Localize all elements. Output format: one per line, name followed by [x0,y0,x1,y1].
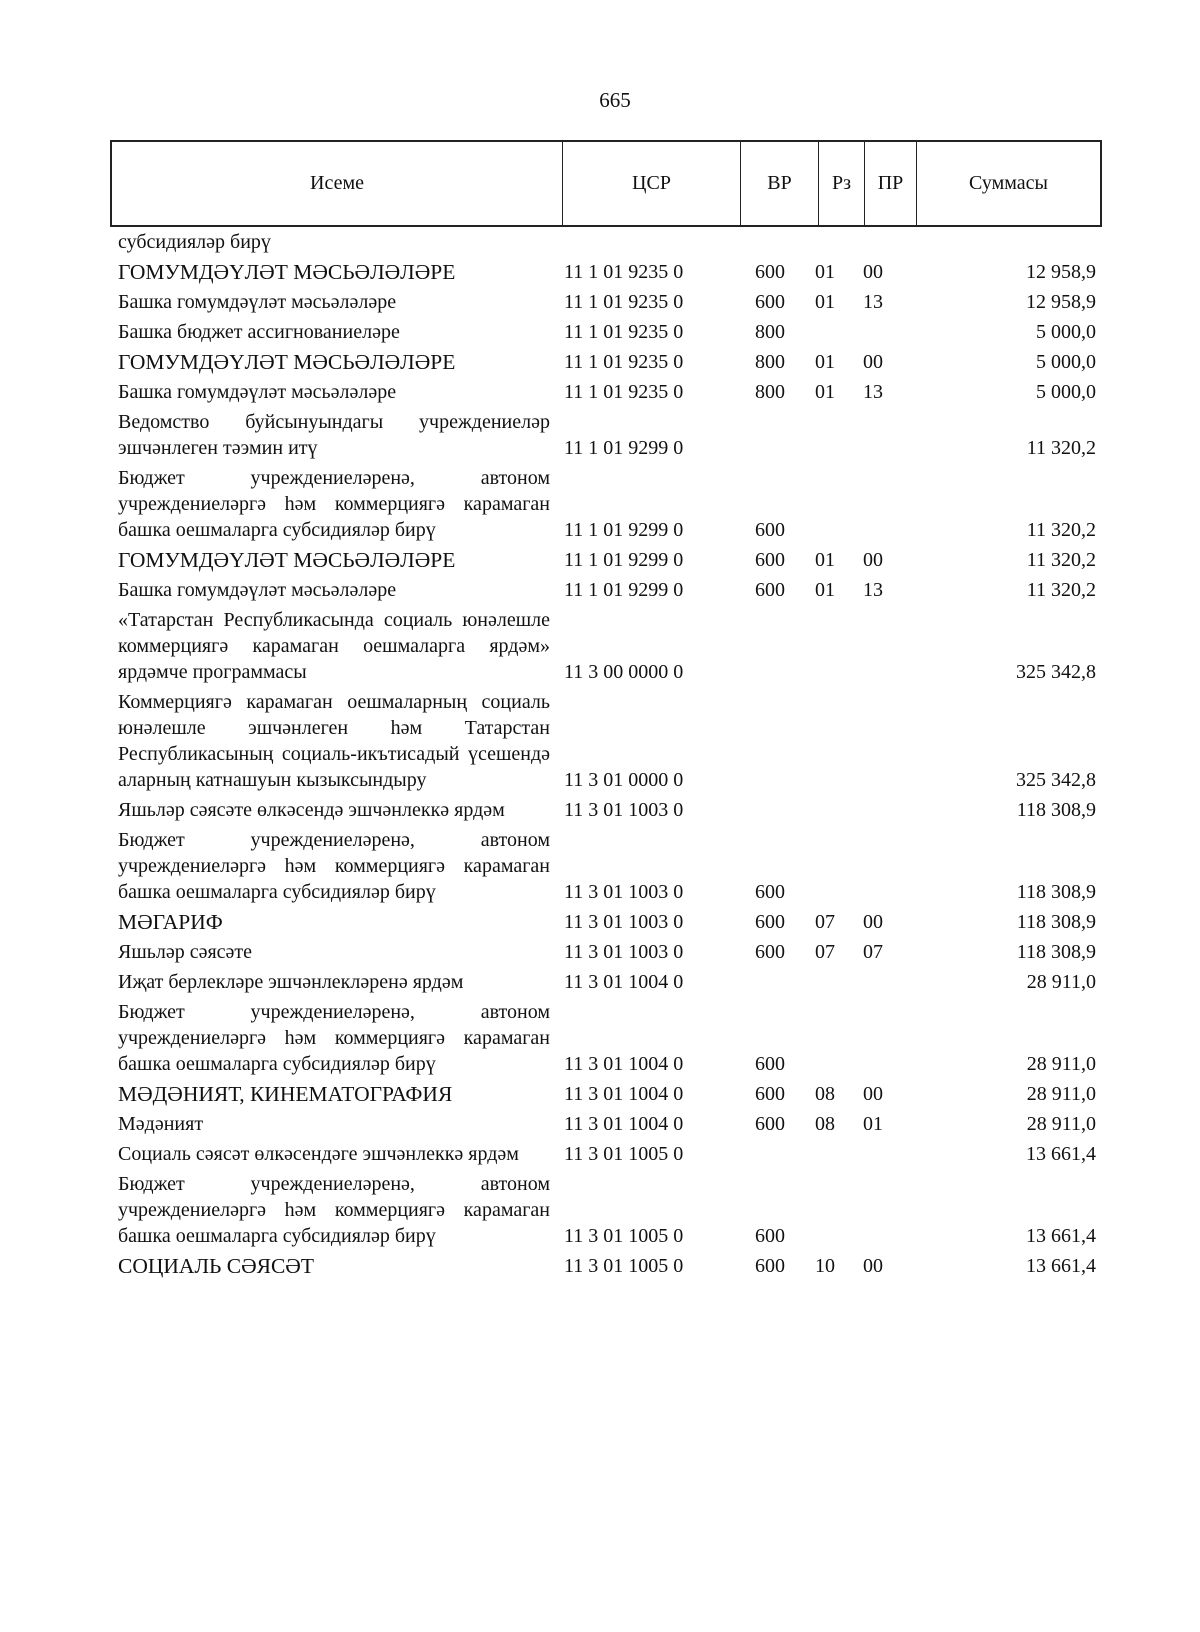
row-name: Социаль сәясәт өлкәсендәге эшчәнлеккә ярдәм [118,1143,519,1165]
page-number: 665 [599,88,631,112]
row-csr: 11 1 01 9235 0 [564,381,684,403]
row-vr: 600 [755,291,785,313]
table-row [118,999,1096,1077]
row-vr: 600 [755,549,785,571]
row-rz: 01 [815,381,835,403]
row-name: МӘГАРИФ [118,910,223,934]
row-name: Башка бюджет ассигнованиеләре [118,321,400,343]
row-name: «Татарстан Республикасында социаль юнәлешле коммерциягә карамаган оешмаларга ярдәм» ярдәмче программасы [118,609,550,683]
row-sum: 118 308,9 [1016,941,1096,963]
row-vr: 800 [755,351,785,373]
row-rz: 01 [815,549,835,571]
row-csr: 11 3 01 1004 0 [564,1053,684,1075]
row-sum: 12 958,9 [1026,261,1096,283]
table-row [118,577,1096,603]
row-pr: 00 [863,351,883,373]
row-csr: 11 3 00 0000 0 [564,661,684,683]
row-vr: 600 [755,1053,785,1075]
header-csr: ЦСР [563,142,741,225]
table-row [118,1081,1096,1107]
row-name: Иҗат берлекләре эшчәнлекләренә ярдәм [118,971,464,993]
row-pr: 13 [863,381,883,403]
row-name: Бюджет учреждениеләренә, автоном учреждениеләргә һәм коммерциягә карамаган башка оешмаларга субсидияләр бирү [118,829,550,903]
header-name: Исеме [112,142,563,225]
row-sum: 28 911,0 [1026,1083,1096,1105]
row-vr: 600 [755,911,785,933]
table-row [118,465,1096,543]
header-pr: ПР [865,142,917,225]
row-sum: 11 320,2 [1026,579,1096,601]
row-pr: 01 [863,1113,883,1135]
table-row [118,379,1096,405]
row-csr: 11 3 01 1005 0 [564,1255,684,1277]
row-sum: 12 958,9 [1026,291,1096,313]
header-vr: ВР [741,142,819,225]
row-sum: 13 661,4 [1026,1143,1096,1165]
row-rz: 07 [815,911,835,933]
row-sum: 5 000,0 [1036,381,1096,403]
row-name: Бюджет учреждениеләренә, автоном учреждениеләргә һәм коммерциягә карамаган башка оешмаларга субсидияләр бирү [118,1173,550,1247]
row-vr: 600 [755,881,785,903]
row-pr: 00 [863,1083,883,1105]
row-vr: 600 [755,519,785,541]
row-sum: 11 320,2 [1026,549,1096,571]
row-rz: 01 [815,261,835,283]
row-vr: 600 [755,261,785,283]
table-row [118,1171,1096,1249]
row-sum: 118 308,9 [1016,799,1096,821]
row-pr: 00 [863,549,883,571]
row-vr: 800 [755,321,785,343]
table-row [118,689,1096,793]
table-row [118,939,1096,965]
row-csr: 11 3 01 1003 0 [564,911,684,933]
row-pr: 13 [863,291,883,313]
row-sum: 28 911,0 [1026,1053,1096,1075]
row-vr: 600 [755,579,785,601]
row-csr: 11 3 01 1005 0 [564,1225,684,1247]
row-rz: 01 [815,579,835,601]
table-row [118,969,1096,995]
row-rz: 01 [815,351,835,373]
row-csr: 11 3 01 0000 0 [564,769,684,791]
table-row [118,797,1096,823]
row-sum: 5 000,0 [1036,321,1096,343]
row-rz: 08 [815,1113,835,1135]
header-sum: Суммасы [969,172,1048,194]
table-row [118,909,1096,935]
row-csr: 11 1 01 9299 0 [564,437,684,459]
row-sum: 11 320,2 [1026,437,1096,459]
row-csr: 11 3 01 1005 0 [564,1143,684,1165]
row-sum: 118 308,9 [1016,911,1096,933]
row-csr: 11 3 01 1004 0 [564,1083,684,1105]
row-sum: 28 911,0 [1026,971,1096,993]
table-row [118,349,1096,375]
row-pr: 00 [863,1255,883,1277]
row-csr: 11 1 01 9235 0 [564,351,684,373]
row-vr: 600 [755,941,785,963]
row-name: Коммерциягә карамаган оешмаларның социаль юнәлешле эшчәнлеген һәм Татарстан Республикасының социаль-икътисадый үсешендә аларның катнашуын кызыксындыру [118,691,550,791]
row-name: Яшьләр сәясәте өлкәсендә эшчәнлеккә ярдәм [118,799,505,821]
row-name: Башка гомумдәүләт мәсьәләләре [118,381,397,403]
row-name: субсидияләр бирү [118,231,271,253]
row-sum: 325 342,8 [1016,769,1096,791]
row-sum: 13 661,4 [1026,1225,1096,1247]
row-csr: 11 1 01 9299 0 [564,519,684,541]
row-name: Бюджет учреждениеләренә, автоном учреждениеләргә һәм коммерциягә карамаган башка оешмаларга субсидияләр бирү [118,467,550,541]
row-pr: 00 [863,911,883,933]
row-sum: 13 661,4 [1026,1255,1096,1277]
row-name: Бюджет учреждениеләренә, автоном учреждениеләргә һәм коммерциягә карамаган башка оешмаларга субсидияләр бирү [118,1001,550,1075]
table-body [118,229,1096,1283]
row-sum: 325 342,8 [1016,661,1096,683]
table-row [118,1253,1096,1279]
row-vr: 600 [755,1225,785,1247]
row-name: Мәдәният [118,1113,204,1135]
row-vr: 600 [755,1083,785,1105]
row-name: ГОМУМДӘҮЛӘТ МӘСЬӘЛӘЛӘРЕ [118,260,456,284]
table-row [118,547,1096,573]
row-name: Ведомство буйсынуындагы учреждениеләр эшчәнлеген тәэмин итү [118,411,550,459]
row-vr: 600 [755,1255,785,1277]
row-csr: 11 3 01 1003 0 [564,881,684,903]
row-rz: 07 [815,941,835,963]
row-sum: 118 308,9 [1016,881,1096,903]
row-name: СОЦИАЛЬ СӘЯСӘТ [118,1254,314,1278]
row-csr: 11 1 01 9235 0 [564,321,684,343]
row-csr: 11 3 01 1003 0 [564,799,684,821]
row-name: МӘДӘНИЯТ, КИНЕМАТОГРАФИЯ [118,1082,453,1106]
row-csr: 11 1 01 9235 0 [564,291,684,313]
row-csr: 11 1 01 9299 0 [564,549,684,571]
row-csr: 11 3 01 1003 0 [564,941,684,963]
header-rz: Рз [819,142,865,225]
table-row [118,409,1096,461]
row-vr: 600 [755,1113,785,1135]
table-row [118,1141,1096,1167]
table-row [118,229,1096,255]
row-name: ГОМУМДӘҮЛӘТ МӘСЬӘЛӘЛӘРЕ [118,548,456,572]
row-csr: 11 1 01 9235 0 [564,261,684,283]
table-header [110,140,1102,227]
table-row [118,289,1096,315]
table-row [118,1111,1096,1137]
row-name: ГОМУМДӘҮЛӘТ МӘСЬӘЛӘЛӘРЕ [118,350,456,374]
row-sum: 28 911,0 [1026,1113,1096,1135]
row-rz: 10 [815,1255,835,1277]
row-csr: 11 3 01 1004 0 [564,1113,684,1135]
row-pr: 13 [863,579,883,601]
row-name: Яшьләр сәясәте [118,941,253,963]
row-pr: 00 [863,261,883,283]
row-name: Башка гомумдәүләт мәсьәләләре [118,579,397,601]
row-vr: 800 [755,381,785,403]
row-rz: 01 [815,291,835,313]
table-row [118,827,1096,905]
row-pr: 07 [863,941,883,963]
row-sum: 5 000,0 [1036,351,1096,373]
row-name: Башка гомумдәүләт мәсьәләләре [118,291,397,313]
table-row [118,319,1096,345]
table-row [118,607,1096,685]
row-rz: 08 [815,1083,835,1105]
row-sum: 11 320,2 [1026,519,1096,541]
table-row [118,259,1096,285]
row-csr: 11 1 01 9299 0 [564,579,684,601]
row-csr: 11 3 01 1004 0 [564,971,684,993]
